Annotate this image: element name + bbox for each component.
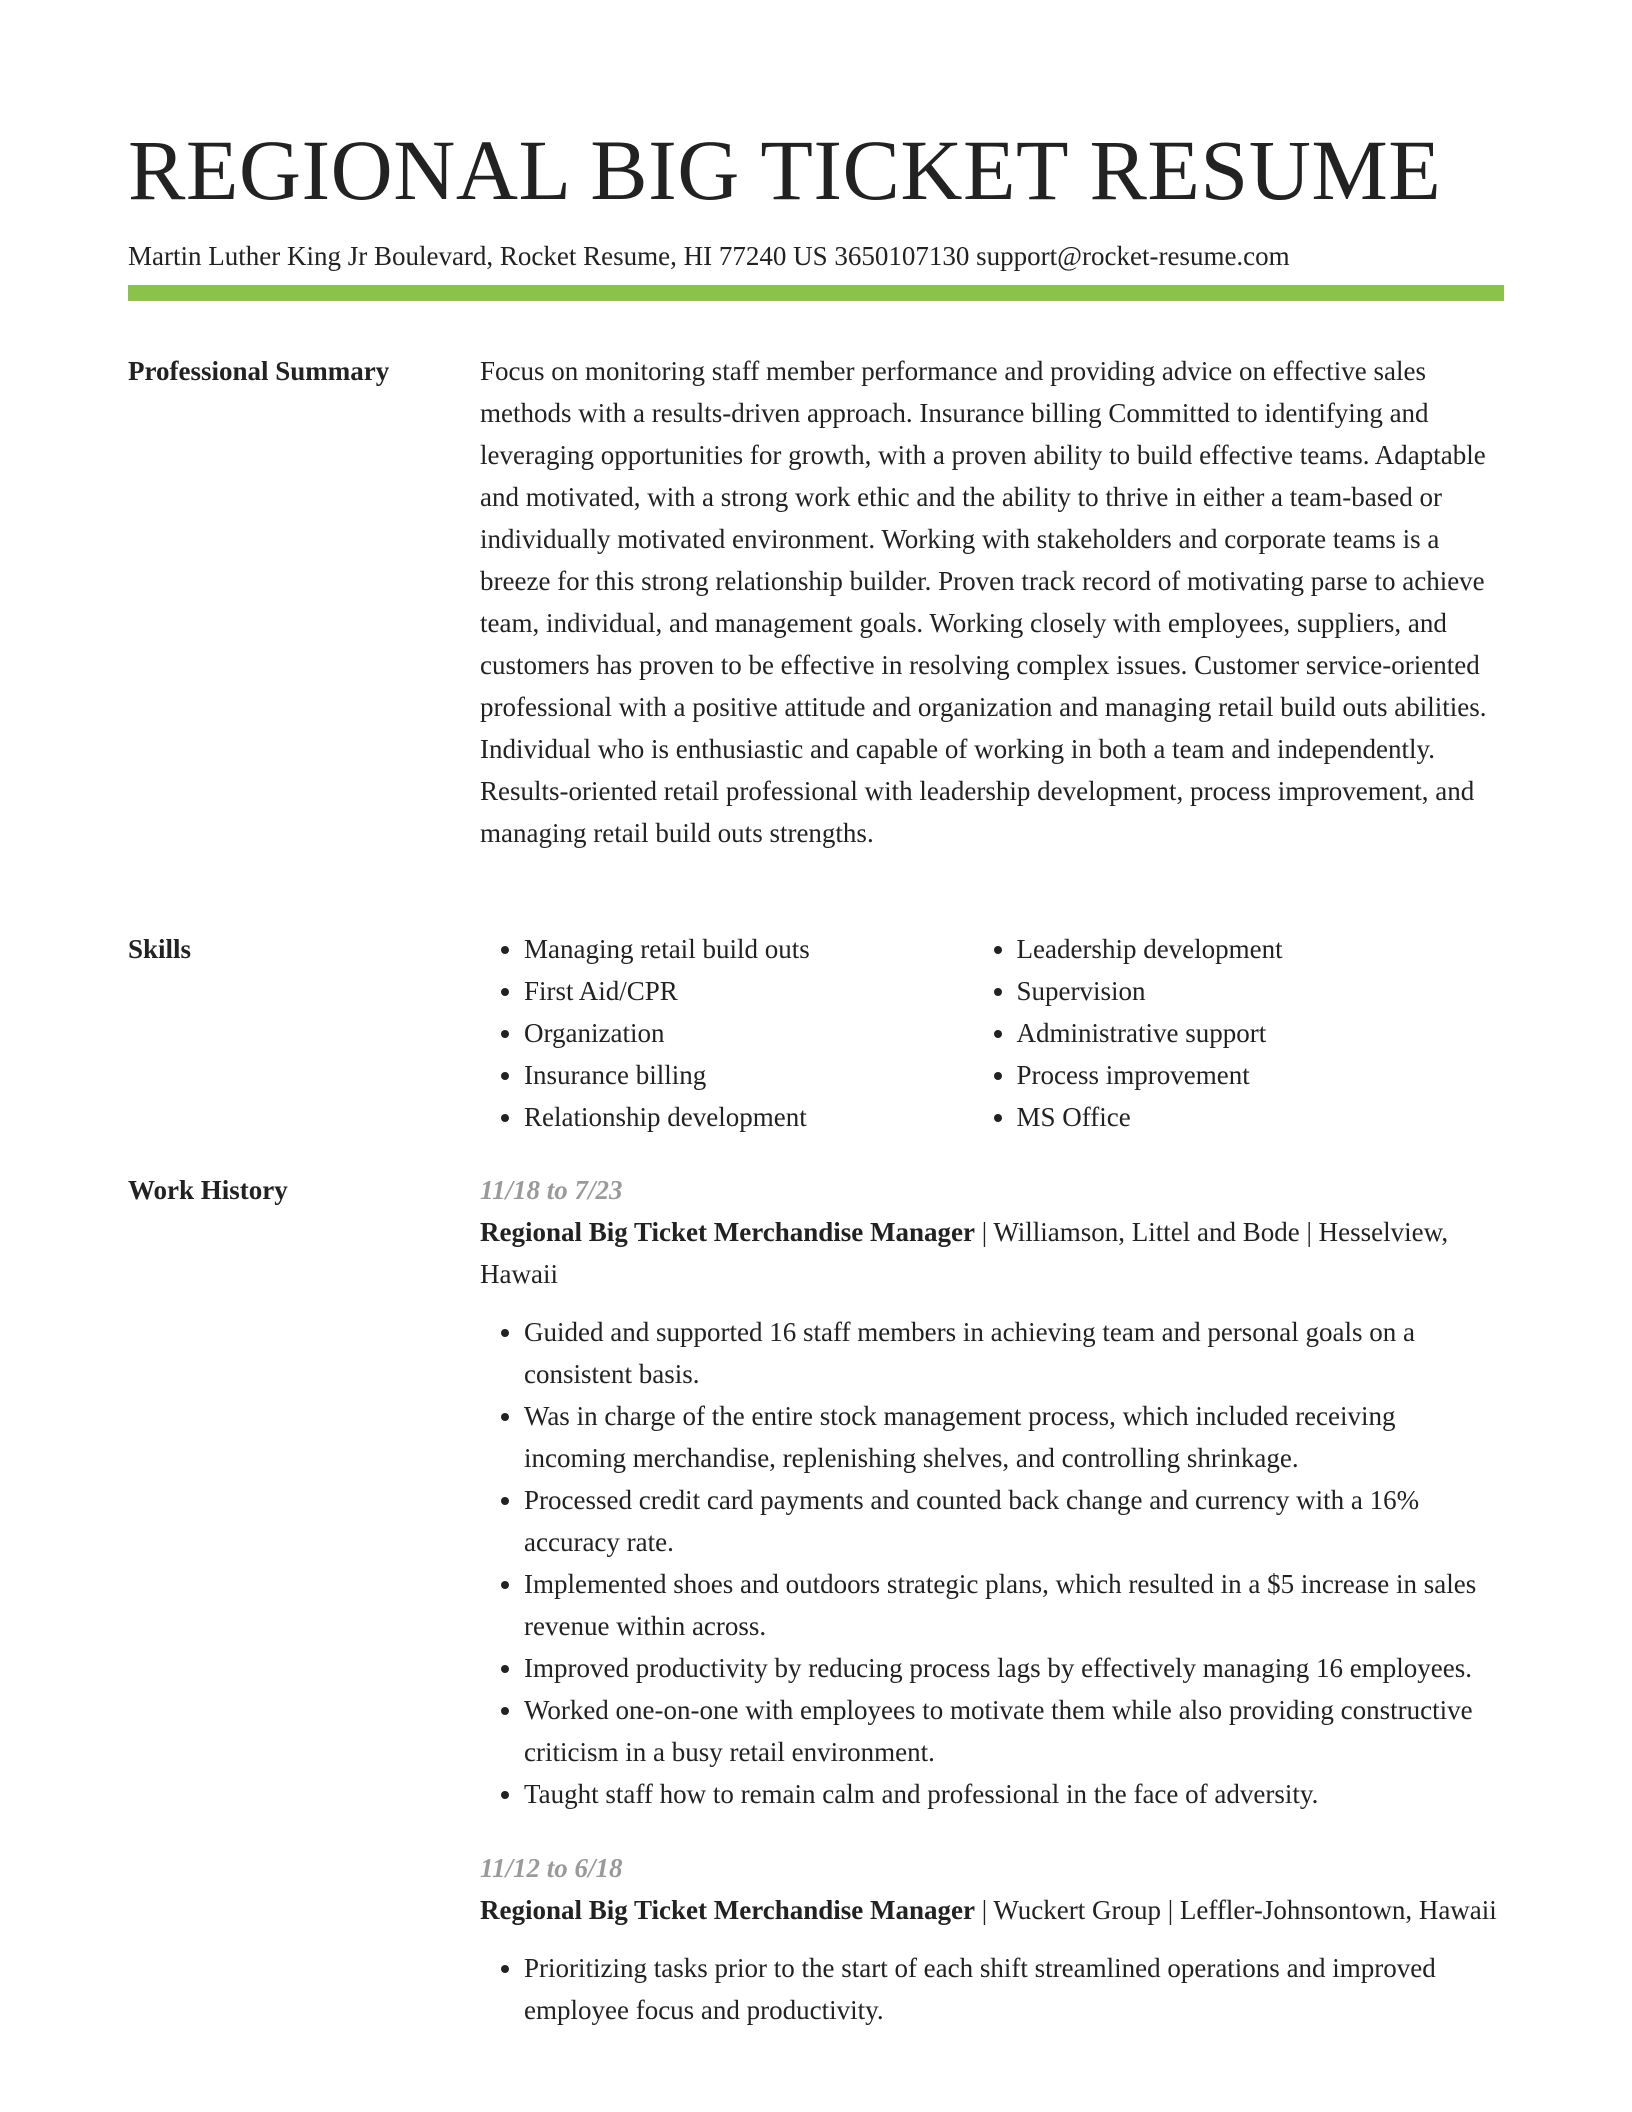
job-bullet: • Implemented shoes and outdoors strategic plans, which resulted in a $5 increase in sales revenue within across. (524, 1563, 1504, 1647)
skills-heading: Skills (128, 934, 192, 964)
skill-item: • First Aid/CPR (524, 970, 973, 1012)
skill-item: • Organization (524, 1012, 973, 1054)
skill-item: • Managing retail build outs (524, 928, 973, 970)
accent-divider (128, 285, 1504, 301)
job-bullets (480, 1947, 1504, 2031)
job-dates: 11/12 to 6/18 (480, 1853, 623, 1883)
skills-body (480, 928, 1504, 1138)
work-history-heading: Work History (128, 1175, 288, 1205)
job-bullet: • Worked one-on-one with employees to motivate them while also providing constructive criticism in a busy retail environment. (524, 1689, 1504, 1773)
job-title: Regional Big Ticket Merchandise Manager (480, 1217, 975, 1247)
job-dates: 11/18 to 7/23 (480, 1175, 623, 1205)
skill-item: • MS Office (1017, 1096, 1505, 1138)
job-employer-location: | Williamson, Littel and Bode | Hesselview, Hawaii (480, 1217, 1449, 1289)
summary-text: Focus on monitoring staff member performance and providing advice on effective sales methods with a results-driven approach. Insurance billing Committed to identifying and leveraging opportunities for growth, with a proven ability to build effective teams. Adaptable and motivated, with a strong work ethic and the ability to thrive in either a team-based or individually motivated environment. Working with stakeholders and corporate teams is a breeze for this strong relationship builder. Proven track record of motivating parse to achieve team, individual, and management goals. Working closely with employees, suppliers, and customers has proven to be effective in resolving complex issues. Customer service-oriented professional with a positive attitude and organization and managing retail build outs abilities. Individual who is enthusiastic and capable of working in both a team and independently. Results-oriented retail professional with leadership development, process improvement, and managing retail build outs strengths. (480, 356, 1487, 848)
skill-item: • Leadership development (1017, 928, 1505, 970)
resume-header (128, 118, 1504, 276)
job-entry (480, 1847, 1504, 2031)
skill-item: • Supervision (1017, 970, 1505, 1012)
summary-body (480, 350, 1504, 854)
job-bullet: • Taught staff how to remain calm and professional in the face of adversity. (524, 1773, 1504, 1815)
job-bullets (480, 1311, 1504, 1815)
job-title-line (480, 1211, 1504, 1295)
job-bullet: • Guided and supported 16 staff members in achieving team and personal goals on a consistent basis. (524, 1311, 1504, 1395)
job-employer-location: | Wuckert Group | Leffler-Johnsontown, Hawaii (974, 1895, 1497, 1925)
job-bullet: • Prioritizing tasks prior to the start of each shift streamlined operations and improved employee focus and productivity. (524, 1947, 1504, 2031)
job-entry (480, 1169, 1504, 1815)
work-history-body (480, 1169, 1504, 2031)
job-bullet: • Processed credit card payments and counted back change and currency with a 16% accuracy rate. (524, 1479, 1504, 1563)
skills-list-right (973, 928, 1505, 1138)
skill-item: • Administrative support (1017, 1012, 1505, 1054)
skill-item: • Insurance billing (524, 1054, 973, 1096)
skills-list-left (480, 928, 973, 1138)
job-bullet: • Improved productivity by reducing process lags by effectively managing 16 employees. (524, 1647, 1504, 1689)
resume-title: REGIONAL BIG TICKET RESUME (128, 122, 1442, 218)
skill-item: • Process improvement (1017, 1054, 1505, 1096)
summary-heading: Professional Summary (128, 356, 390, 386)
job-title-line (480, 1889, 1504, 1931)
job-bullet: • Was in charge of the entire stock management process, which included receiving incoming merchandise, replenishing shelves, and controlling shrinkage. (524, 1395, 1504, 1479)
job-title: Regional Big Ticket Merchandise Manager (480, 1895, 975, 1925)
contact-line: Martin Luther King Jr Boulevard, Rocket Resume, HI 77240 US 3650107130 support@rocket-resume.com (128, 241, 1290, 271)
skill-item: • Relationship development (524, 1096, 973, 1138)
